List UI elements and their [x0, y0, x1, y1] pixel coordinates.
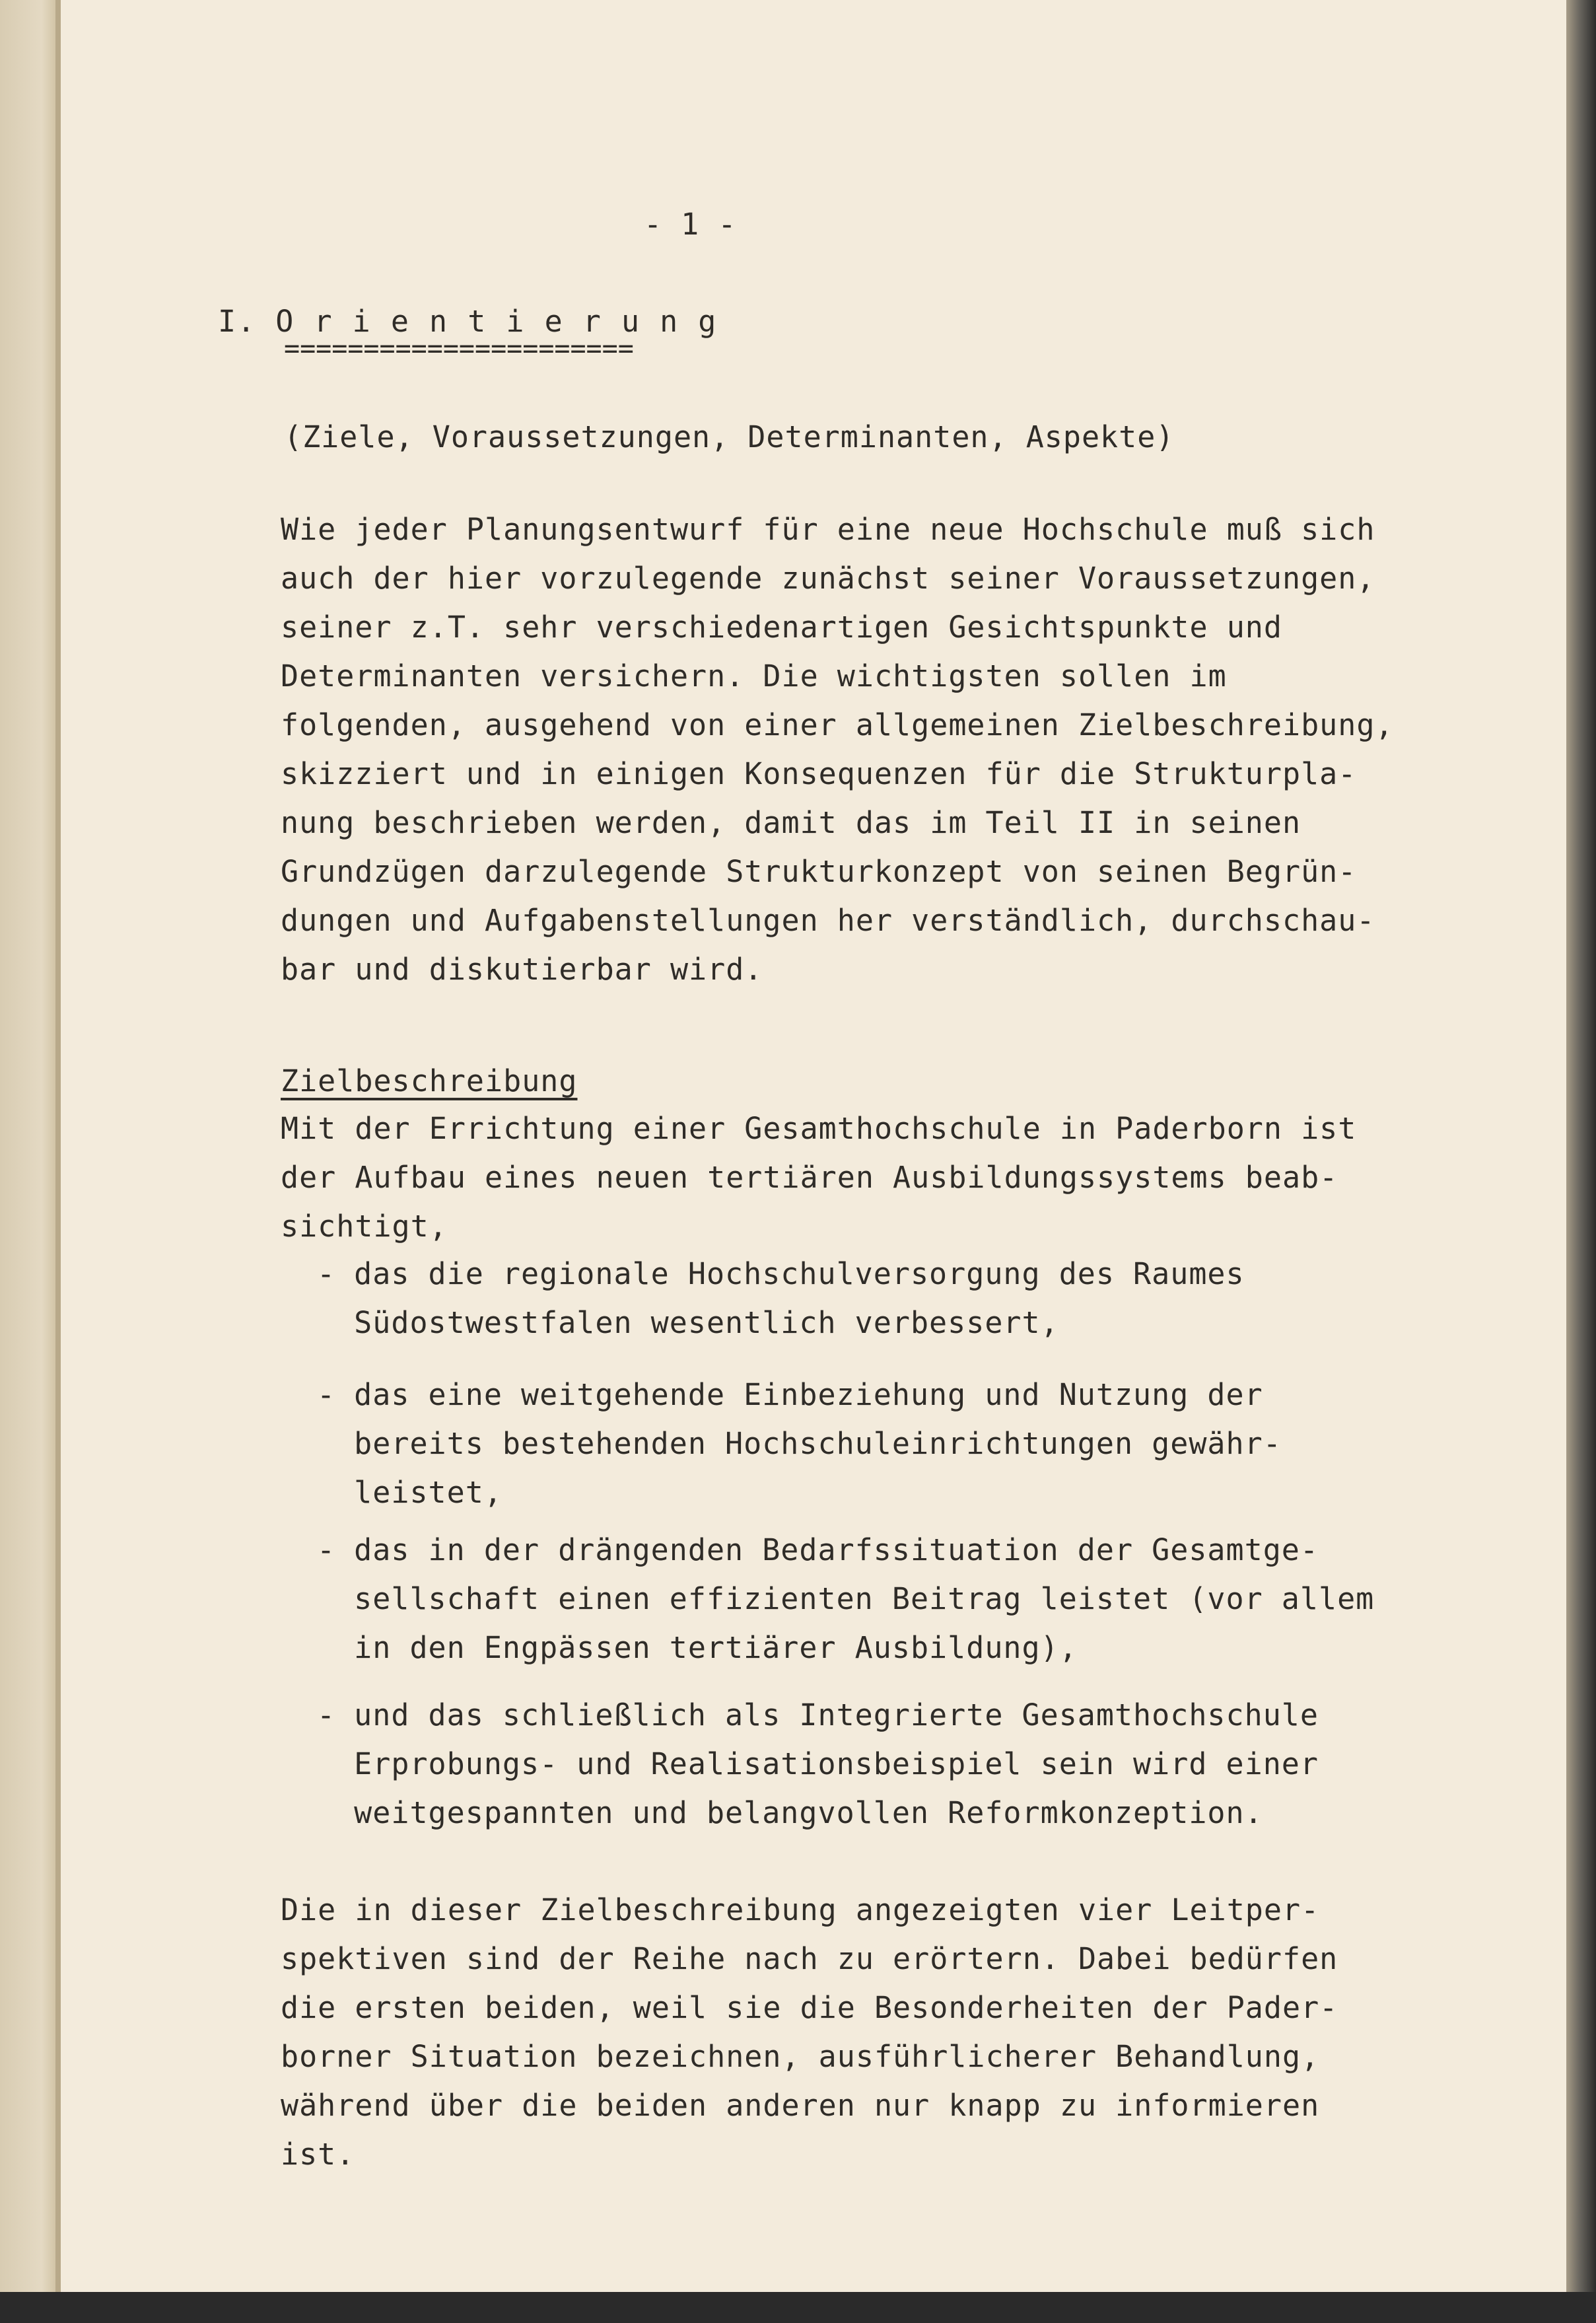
- binding-gutter: [0, 0, 59, 2323]
- section-subtitle: (Ziele, Voraussetzungen, Determinanten, Aspekte): [284, 419, 1175, 454]
- paragraph-closing: Die in dieser Zielbeschreibung angezeigten vier Leitper- spektiven sind der Reihe nach zu erörtern. Dabei bedürfen die ersten beiden, weil sie die Besonderheiten der Pader- borner Situation bezeichnen, ausführlicherer Behandlung, während über die beiden anderen nur knapp zu informieren ist.: [281, 1892, 1338, 2172]
- subsection-intro: Mit der Errichtung einer Gesamthochschule in Paderborn ist der Aufbau eines neuen tertiären Ausbildungssystems beab- sichtigt,: [281, 1111, 1357, 1244]
- list-item: - das in der drängenden Bedarfssituation der Gesamtge- sellschaft einen effizienten Beitrag leistet (vor allem in den Engpässen tertiärer Ausbildung),: [317, 1532, 1375, 1665]
- list-item: - das die regionale Hochschulversorgung des Raumes Südostwestfalen wesentlich verbessert,: [317, 1256, 1245, 1340]
- subsection-title: Zielbeschreibung: [281, 1063, 578, 1098]
- scan-bottom-border: [0, 2292, 1596, 2323]
- page-number: - 1 -: [644, 207, 737, 242]
- page-left-edge: [55, 0, 61, 2323]
- section-heading: I. O r i e n t i e r u n g: [218, 304, 718, 339]
- paragraph-intro: Wie jeder Planungsentwurf für eine neue Hochschule muß sich auch der hier vorzulegende zunächst seiner Voraussetzungen, seiner z.T. sehr verschiedenartigen Gesichtspunkte und Determinanten versichern. Die wichtigsten sollen im folgenden, ausgehend von einer allgemeinen Zielbeschreibung, skizziert und in einigen Konsequenzen für die Strukturpla- nung beschrieben werden, damit das im Teil II in seinen Grundzügen darzulegende Strukturkonzept von seinen Begrün- dungen und Aufgabenstellungen her verständlich, durchschau- bar und diskutierbar wird.: [281, 512, 1394, 987]
- heading-underline: ======================: [284, 334, 634, 364]
- list-item: - das eine weitgehende Einbeziehung und Nutzung der bereits bestehenden Hochschuleinrichtungen gewähr- leistet,: [317, 1377, 1282, 1510]
- list-item: - und das schließlich als Integrierte Gesamthochschule Erprobungs- und Realisationsbeispiel sein wird einer weitgespannten und belangvollen Reformkonzeption.: [317, 1698, 1319, 1830]
- page-right-edge: [1566, 0, 1596, 2323]
